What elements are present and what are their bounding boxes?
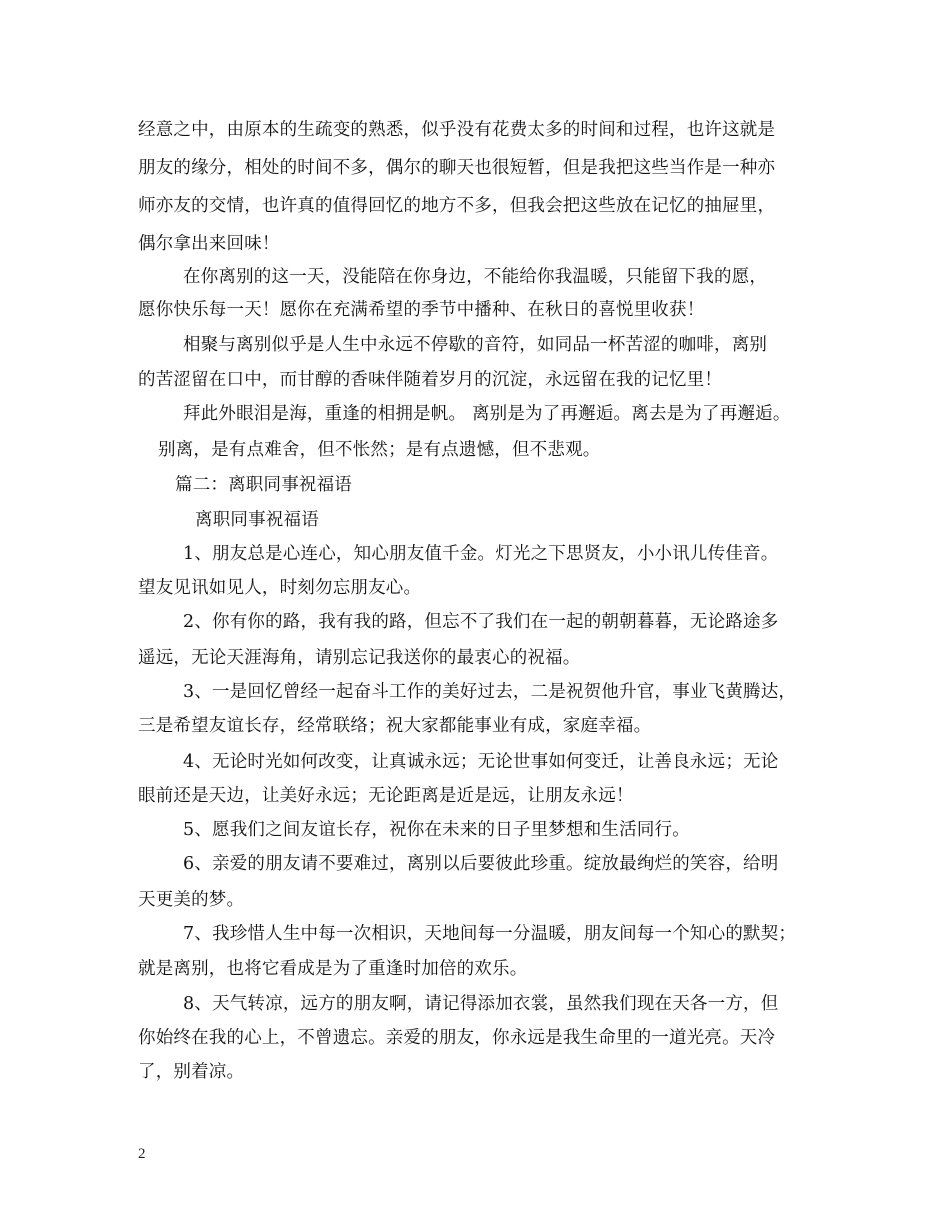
section-subheading: 离职同事祝福语 xyxy=(195,510,319,530)
paragraph-line: 朋友的缘分，相处的时间不多，偶尔的聊天也很短暂，但是我把这些当作是一种亦 xyxy=(138,158,776,178)
list-item-line: 就是离别，也将它看成是为了重逢时加倍的欢乐。 xyxy=(138,959,528,979)
list-item-line: 望友见讯如见人，时刻勿忘朋友心。 xyxy=(138,578,422,598)
list-item-line: 6、亲爱的朋友请不要难过，离别以后要彼此珍重。绽放最绚烂的笑容，给明 xyxy=(183,854,779,874)
paragraph-line: 师亦友的交情，也许真的值得回忆的地方不多，但我会把这些放在记忆的抽屉里， xyxy=(138,196,776,216)
paragraph-line: 在你离别的这一天，没能陪在你身边，不能给你我温暖，只能留下我的愿， xyxy=(183,267,768,287)
list-item-line: 8、天气转凉，远方的朋友啊，请记得添加衣裳，虽然我们现在天各一方，但 xyxy=(183,994,779,1014)
paragraph-line: 拜此外眼泪是海，重逢的相拥是帆。 离别是为了再邂逅。离去是为了再邂逅。 xyxy=(183,404,791,424)
list-item-line: 天更美的梦。 xyxy=(138,890,245,910)
page-number: 2 xyxy=(138,1146,146,1162)
list-item-line: 遥远，无论天涯海角，请别忘记我送你的最衷心的祝福。 xyxy=(138,648,581,668)
list-item-line: 4、无论时光如何改变，让真诚永远；无论世事如何变迁，让善良永远；无论 xyxy=(183,752,779,772)
paragraph-line: 别离，是有点难舍，但不怅然；是有点遗憾，但不悲观。 xyxy=(158,440,601,460)
paragraph-line: 相聚与离别似乎是人生中永远不停歇的音符，如同品一杯苦涩的咖啡，离别 xyxy=(183,335,768,355)
paragraph-line: 愿你快乐每一天！愿你在充满希望的季节中播种、在秋日的喜悦里收获！ xyxy=(138,300,705,320)
paragraph-line: 偶尔拿出来回味！ xyxy=(138,234,280,254)
list-item-line: 1、朋友总是心连心，知心朋友值千金。灯光之下思贤友，小小讯儿传佳音。 xyxy=(183,544,779,564)
list-item-line: 三是希望友谊长存，经常联络；祝大家都能事业有成，家庭幸福。 xyxy=(138,716,652,736)
section-heading: 篇二：离职同事祝福语 xyxy=(175,475,352,495)
list-item-line: 眼前还是天边，让美好永远；无论距离是近是远，让朋友永远！ xyxy=(138,786,634,806)
list-item-line: 2、你有你的路，我有我的路，但忘不了我们在一起的朝朝暮暮，无论路途多 xyxy=(183,612,779,632)
list-item-line: 5、愿我们之间友谊长存，祝你在未来的日子里梦想和生活同行。 xyxy=(183,820,690,840)
list-item-line: 3、一是回忆曾经一起奋斗工作的美好过去，二是祝贺他升官，事业飞黄腾达， xyxy=(183,682,797,702)
list-item-line: 了，别着凉。 xyxy=(138,1062,245,1082)
paragraph-line: 经意之中，由原本的生疏变的熟悉，似乎没有花费太多的时间和过程，也许这就是 xyxy=(138,120,776,140)
paragraph-line: 的苦涩留在口中，而甘醇的香味伴随着岁月的沉淀，永远留在我的记忆里！ xyxy=(138,370,723,390)
list-item-line: 你始终在我的心上，不曾遗忘。亲爱的朋友，你永远是我生命里的一道光亮。天冷 xyxy=(138,1028,776,1048)
list-item-line: 7、我珍惜人生中每一次相识，天地间每一分温暖，朋友间每一个知心的默契； xyxy=(183,924,797,944)
